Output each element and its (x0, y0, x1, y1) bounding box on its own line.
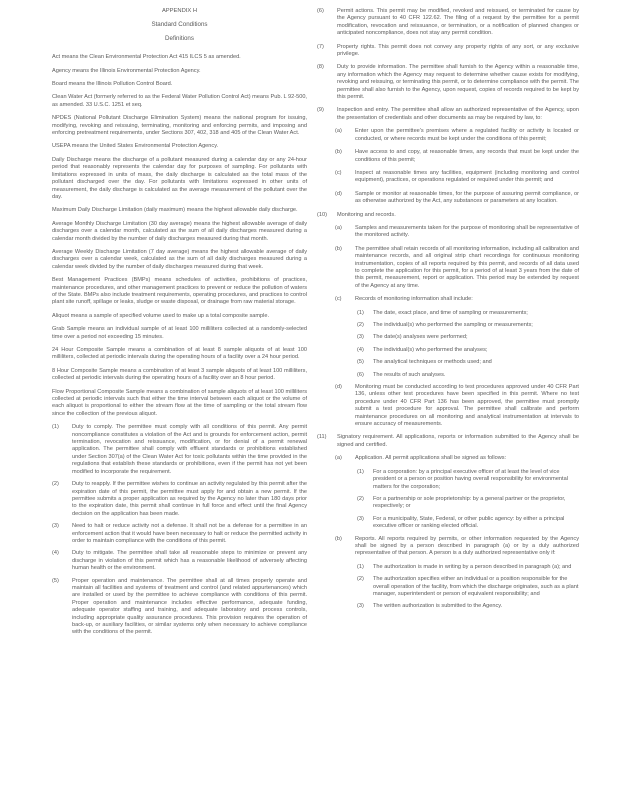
definition-paragraph: Flow Proportional Composite Sample means a combination of sample aliquots of at least 100 milliliters collected at periodic intervals such that either the time interval between each aliquot or the volume of each aliquot is proportional to either the stream flow at the time of sampling or the total stream flow since the collection of the previous aliquot. (52, 388, 307, 417)
monitoring-items (317, 225, 579, 304)
item-text: Duty to comply. The permittee must comply with all conditions of this permit. Any permit noncompliance constitutes a violation of the Act and is grounds for enforcement action, permit termination, revocation and reissuance, modification, or for denial of a permit renewal application. The permittee shall comply with effluent standards or prohibitions established under Section 307(a) of the Clean Water Act for toxic pollutants within the time provided in the regulations that establish these standards or prohibitions, even if the permit has not yet been modified to incorporate the requirement. (72, 424, 307, 475)
item-label: (1) (357, 468, 364, 475)
item-text: The date, exact place, and time of sampling or measurements; (373, 309, 528, 316)
item-text: The date(s) analyses were performed; (373, 334, 468, 341)
item-text: The individual(s) who performed the analyses; (373, 346, 488, 353)
record-item (357, 347, 579, 354)
inspection-item (335, 149, 579, 164)
item-text: Application. All permit applications shall be signed as follows: (355, 455, 507, 462)
item-label: (5) (357, 359, 364, 366)
signatory-a-items (317, 469, 579, 531)
monitoring-item-d (335, 384, 579, 428)
item-label: (d) (335, 384, 342, 391)
definition-paragraph: Act means the Clean Environmental Protection Act 415 ILCS 5 as amended. (52, 54, 241, 61)
record-item (357, 310, 579, 317)
item-text: For a partnership or sole proprietorship: by a general partner or the proprietor, respectively; or (373, 495, 566, 510)
item-text: The written authorization is submitted to the Agency. (373, 603, 503, 610)
monitoring-item (335, 296, 579, 303)
record-item (357, 334, 579, 341)
monitoring-item (335, 225, 579, 240)
item-label: (c) (335, 169, 342, 176)
item-label: (b) (335, 535, 342, 542)
item-text: Records of monitoring information shall include: (355, 296, 473, 303)
right-column (317, 8, 579, 616)
item-text: Monitoring must be conducted according to test procedures approved under 40 CFR Part 136, unless other test procedures have been specified in this permit. Where no test procedure under 40 CFR Part 136 has been approved, the permittee must promptly submit a test procedure for approval. The permittee shall calibrate and perform maintenance procedures on all monitoring and analytical instrumentation at intervals to ensure accuracy of measurements. (355, 384, 579, 428)
page-title: Standard Conditions (151, 21, 208, 29)
record-item (357, 322, 579, 329)
item-label: (b) (335, 245, 342, 252)
definition-paragraph: Best Management Practices (BMPs) means schedules of activities, prohibitions of practices, maintenance procedures, and other management practices to prevent or reduce the pollution of waters of the State. BMPs also include treatment requirements, operating procedures, and practices to control plant site runoff, spillage or leaks, sludge or waste disposal, or drainage from raw material storage. (52, 277, 307, 306)
item-label: (4) (357, 346, 364, 353)
inspection-items (317, 128, 579, 205)
signatory-a-item (357, 516, 579, 531)
item-text: Duty to mitigate. The permittee shall take all reasonable steps to minimize or prevent any discharge in violation of this permit which has a reasonable likelihood of adversely affecting human health or the environment. (72, 550, 307, 572)
item-text: The authorization is made in writing by a person described in paragraph (a); and (373, 563, 572, 570)
item-text: For a corporation: by a principal executive officer of at least the level of vice president or a person or position having overall responsibility for environmental matters for the corporation; (373, 468, 568, 490)
inspection-item (335, 191, 579, 206)
inspection-item (335, 170, 579, 185)
appendix-label: APPENDIX H (161, 8, 198, 14)
signatory-b-item (357, 603, 579, 610)
definition-paragraph: 8 Hour Composite Sample means a combination of at least 3 sample aliquots of at least 100 milliliters, collected at periodic intervals during the operating hours of a facility over an 8 hour period. (52, 367, 307, 382)
item-label: (3) (357, 603, 364, 610)
signatory-condition (317, 434, 579, 449)
item-text: The individual(s) who performed the sampling or measurements; (373, 322, 533, 328)
definition-paragraph: Grab Sample means an individual sample of at least 100 milliliters collected at a randomly-selected time over a period not exceeding 15 minutes. (52, 326, 307, 340)
item-label: (9) (317, 107, 324, 114)
signatory-a-item (357, 496, 579, 511)
condition-item (317, 44, 579, 59)
item-label: (7) (317, 43, 324, 50)
condition-text: Monitoring and records. (337, 211, 396, 218)
definition-paragraph: Average Monthly Discharge Limitation (30 day average) means the highest allowable average of daily discharges over a calendar month, calculated as the sum of all daily discharges measured during a calendar month divided by the number of daily discharges measured during that month. (52, 220, 307, 242)
signatory-b-item (357, 564, 579, 571)
signatory-b-item (357, 576, 579, 598)
item-label: (3) (52, 523, 59, 530)
right-conditions-list (317, 8, 579, 122)
definition-paragraph: 24 Hour Composite Sample means a combination of at least 8 sample aliquots of at least 100 milliliters, collected at periodic intervals during the operating hours of a facility over a 24 hour period. (52, 347, 307, 361)
item-text: Property rights. This permit does not convey any property rights of any sort, or any exclusive privilege. (337, 43, 579, 58)
condition-item (317, 64, 579, 101)
item-label: (2) (357, 576, 364, 583)
item-label: (1) (357, 309, 364, 316)
definition-paragraph: Board means the Illinois Pollution Control Board. (52, 81, 173, 88)
definition-paragraph: Average Weekly Discharge Limitation (7 day average) means the highest allowable average of daily discharges over a calendar week, calculated as the sum of all daily discharges measured during a calendar week divided by the number of daily discharges measured during that week. (52, 248, 307, 270)
item-text: For a municipality, State, Federal, or other public agency: by either a principal executive officer or ranking elected official. (373, 515, 565, 530)
item-label: (3) (357, 515, 364, 522)
monitoring-item (335, 246, 579, 290)
item-text: Samples and measurements taken for the purpose of monitoring shall be representative of the monitored activity. (355, 224, 579, 239)
definition-paragraph: Daily Discharge means the discharge of a pollutant measured during a calendar day or any 24-hour period that reasonably represents the calendar day for purposes of sampling. For pollutants with limitations expressed in units of mass, the daily discharge is calculated as the total mass of the pollutant discharged over the day. For pollutants with limitations expressed in other units of measurement, the daily discharge is calculated as the average measurement of the pollutant over the day. (52, 156, 307, 200)
definition-paragraph: USEPA means the United States Environmental Protection Agency. (52, 143, 219, 150)
definition-paragraph: Maximum Daily Discharge Limitation (daily maximum) means the highest allowable daily discharge. (52, 207, 298, 214)
item-label: (1) (52, 424, 59, 431)
condition-item (52, 481, 307, 518)
item-label: (4) (52, 550, 59, 557)
signatory-a-item (357, 469, 579, 491)
item-text: Inspection and entry. The permittee shall allow an authorized representative of the Agency, upon the presentation of credentials and other documents as may be required by law, to: (337, 107, 579, 121)
signatory-item-a (335, 455, 579, 462)
condition-number: (11) (317, 434, 327, 441)
item-label: (c) (335, 296, 342, 303)
item-text: Duty to provide information. The permittee shall furnish to the Agency within a reasonable time, any information which the Agency may request to determine whether cause exists for modifying, revoking and reissuing, or terminating this permit, or to determine compliance with the permit. The permittee shall also furnish to the Agency, upon request, copies of records required to be kept by this permit. (337, 64, 579, 101)
definitions-list (52, 54, 307, 418)
condition-item (317, 8, 579, 38)
item-text: Permit actions. This permit may be modified, revoked and reissued, or terminated for cause by the Agency pursuant to 40 CFR 122.62. The filing of a request by the permittee for a permit modification, revocation and reissuance, or termination, or a notification of planned changes or anticipated noncompliance, does not stay any permit condition. (337, 8, 579, 37)
definition-paragraph: NPDES (National Pollutant Discharge Elimination System) means the national program for issuing, modifying, revoking and reissuing, terminating, monitoring and enforcing permits, and imposing and enforcing pretreatment requirements, under Sections 307, 402, 318 and 405 of the Clean Water Act. (52, 115, 307, 137)
condition-item (52, 578, 307, 637)
condition-item (52, 523, 307, 545)
item-label: (d) (335, 190, 342, 197)
item-label: (1) (357, 563, 364, 570)
record-item (357, 372, 579, 379)
item-label: (5) (52, 577, 59, 584)
record-item (357, 359, 579, 366)
item-text: The permittee shall retain records of all monitoring information, including all calibration and maintenance records, and all original strip chart recordings for continuous monitoring instrumentation, copies of all reports required by this permit, and records of all data used to complete the application for this permit, for a period of at least 3 years from the date of this permit, measurement, report or application. This period may be extended by request of the Agency at any time. (355, 245, 579, 289)
definition-paragraph: Aliquot means a sample of specified volume used to make up a total composite sample. (52, 312, 270, 319)
item-label: (2) (52, 481, 59, 488)
section-heading: Definitions (165, 34, 194, 42)
left-column (52, 0, 307, 642)
condition-item (317, 107, 579, 122)
item-text: Need to halt or reduce activity not a defense. It shall not be a defense for a permittee in an enforcement action that it would have been necessary to halt or reduce the permitted activity in order to maintain compliance with the conditions of this permit. (72, 523, 307, 544)
signatory-item-b (335, 536, 579, 558)
condition-item (52, 550, 307, 572)
item-label: (b) (335, 149, 342, 156)
item-text: Proper operation and maintenance. The permittee shall at all times properly operate and maintain all facilities and systems of treatment and control (and related appurtenances) which are installed or used by the permittee to achieve compliance with conditions of this permit. Proper operation and maintenance includes effective performance, adequate funding, adequate operator staffing and training, and adequate laboratory and process controls, including appropriate quality assurance procedures. This provision requires the operation of back-up, or auxiliary facilities, or similar systems only when necessary to achieve compliance with the conditions of the permit. (72, 577, 307, 636)
item-text: The authorization specifies either an individual or a position responsible for the overall operation of the facility, from which the discharge originates, such as a plant manager, superintendent or person of equivalent responsibility; and (373, 576, 579, 597)
item-label: (6) (317, 8, 324, 14)
item-text: Reports. All reports required by permits, or other information requested by the Agency shall be signed by a person described in paragraph (a) or by a duly authorized representative of that person. A person is a duly authorized representative only if: (355, 535, 579, 557)
condition-number: (10) (317, 211, 327, 218)
item-text: Enter upon the permittee's premises where a regulated facility or activity is located or conducted, or where records must be kept under the conditions of this permit; (355, 128, 579, 142)
monitoring-condition (317, 212, 579, 219)
item-label: (a) (335, 224, 342, 231)
definition-paragraph: Agency means the Illinois Environmental Protection Agency. (52, 67, 201, 74)
item-label: (2) (357, 495, 364, 502)
signatory-b-items (317, 564, 579, 611)
item-text: Duty to reapply. If the permittee wishes to continue an activity regulated by this permit after the expiration date of this permit, the permittee must apply for and obtain a new permit. If the permittee submits a proper application as required by the Agency no later than 180 days prior to the expiration date, this permit shall continue in full force and effect until the final Agency decision on the application has been made. (72, 481, 307, 517)
item-text: Have access to and copy, at reasonable times, any records that must be kept under the conditions of this permit; (355, 149, 579, 163)
record-items (317, 310, 579, 379)
item-text: Inspect at reasonable times any facilities, equipment (including monitoring and control equipment), practices, or operations regulated or required under this permit; and (355, 169, 579, 184)
item-label: (3) (357, 334, 364, 341)
item-label: (a) (335, 128, 342, 135)
condition-text: Signatory requirement. All applications, reports or information submitted to the Agency shall be signed and certified. (337, 434, 579, 448)
definition-paragraph: Clean Water Act (formerly referred to as the Federal Water Pollution Control Act) means Pub. L 92-500, as amended. 33 U.S.C. 1251 et seq. (52, 94, 307, 108)
left-conditions-list (52, 424, 307, 637)
item-label: (2) (357, 322, 364, 328)
item-text: The analytical techniques or methods used; and (373, 359, 492, 366)
item-text: The results of such analyses. (373, 371, 446, 378)
item-label: (8) (317, 64, 324, 71)
item-label: (a) (335, 455, 342, 462)
condition-item (52, 424, 307, 476)
item-label: (6) (357, 371, 364, 378)
item-text: Sample or monitor at reasonable times, for the purpose of assuring permit compliance, or as otherwise authorized by the Act, any substances or parameters at any location. (355, 190, 579, 205)
inspection-item (335, 128, 579, 143)
